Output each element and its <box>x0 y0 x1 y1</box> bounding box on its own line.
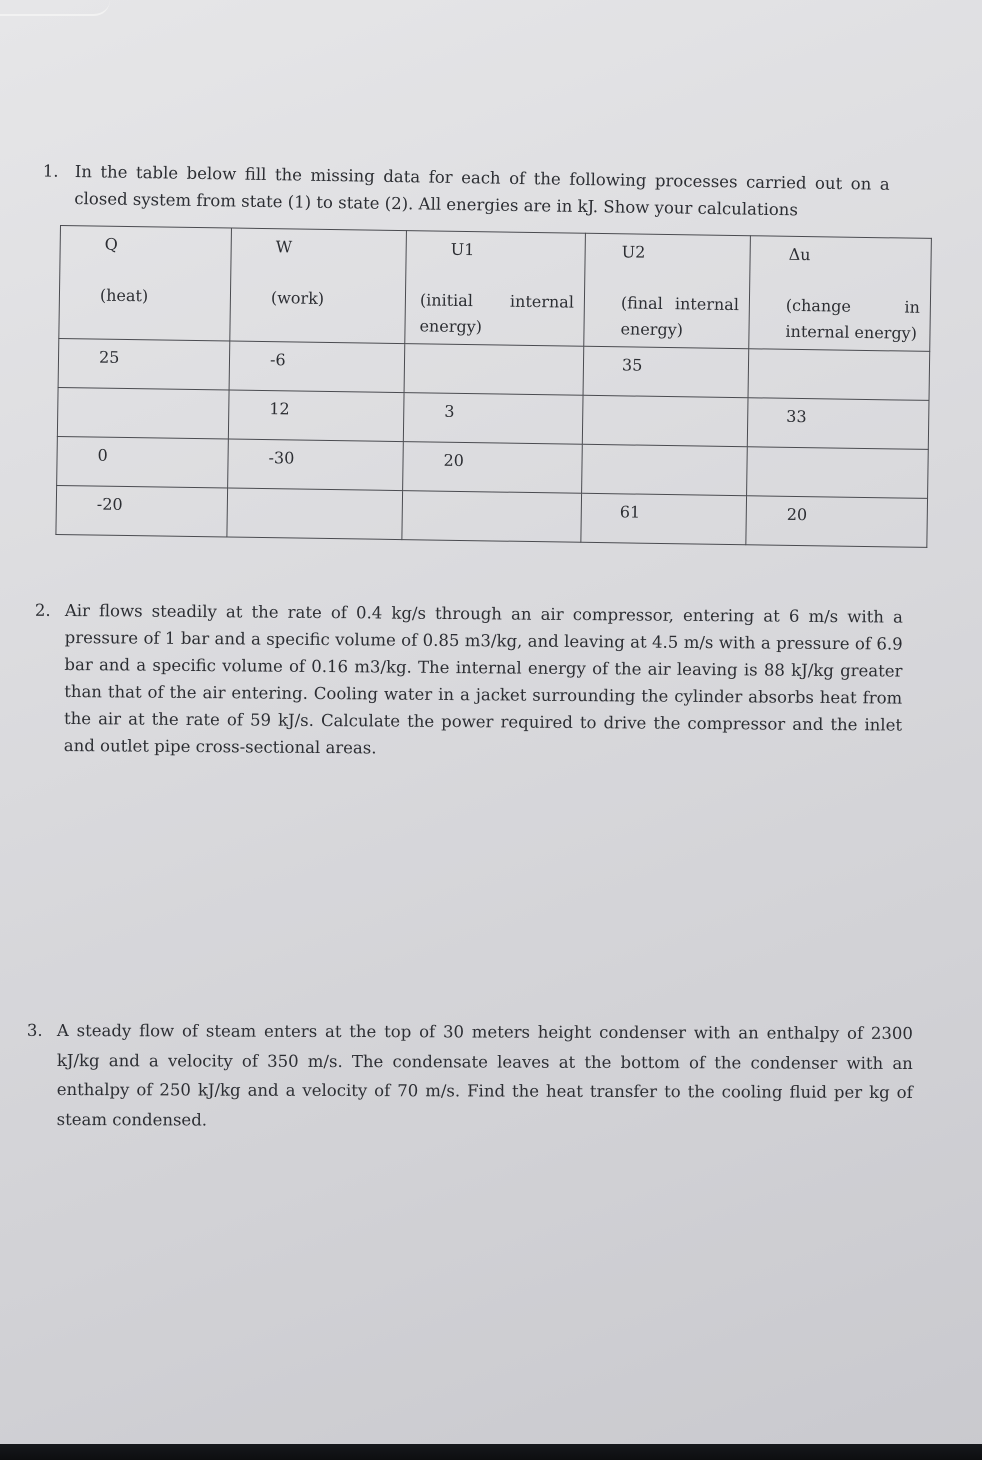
cell-value: 3 <box>444 401 455 421</box>
table-cell <box>747 398 929 450</box>
cell-value: -20 <box>96 494 123 514</box>
table-cell <box>228 439 404 491</box>
cell-value: 35 <box>621 355 643 375</box>
question-2 <box>34 597 903 766</box>
cell-value: 12 <box>269 399 290 419</box>
question-3-text: A steady flow of steam enters at the top of 30 meters height condenser with an enthalpy of 2300 kJ/kg and a velocity of 350 m/s. The condensate leaves at the bottom of the condenser with an enthalpy of 250 kJ/kg and a velocity of 70 m/s. Find the heat transfer to the cooling fluid per kg of steam condensed. <box>56 1021 913 1130</box>
cell-value: 61 <box>619 502 641 522</box>
process-table-wrapper <box>55 225 932 548</box>
table-cell <box>229 341 405 393</box>
header-cell-u2 <box>584 233 751 348</box>
header-symbol: W <box>275 237 293 257</box>
table-cell <box>582 444 748 495</box>
header-cell-w <box>230 228 407 344</box>
table-cell <box>746 496 928 548</box>
question-1 <box>42 158 890 225</box>
question-2-number: 2. <box>34 600 51 620</box>
cell-value: 20 <box>443 450 465 471</box>
cell-value: -30 <box>268 448 295 468</box>
table-cell <box>56 485 228 537</box>
header-symbol: Q <box>104 234 118 254</box>
table-cell <box>402 491 582 543</box>
table-cell <box>57 387 229 439</box>
cell-value: 33 <box>786 406 807 427</box>
cell-value: -6 <box>269 350 286 370</box>
header-cell-du <box>749 236 932 352</box>
table-cell <box>403 393 583 445</box>
table-cell <box>582 395 748 446</box>
table-cell <box>404 344 584 396</box>
table-cell <box>748 349 930 401</box>
question-3-number: 3. <box>26 1020 43 1040</box>
table-cell <box>228 390 404 442</box>
cell-value: 0 <box>97 445 108 465</box>
table-cell <box>581 493 747 544</box>
question-1-number: 1. <box>42 161 59 181</box>
header-desc: (final internal energy) <box>620 293 740 340</box>
header-symbol: Δu <box>788 244 811 265</box>
cell-value: 20 <box>786 504 808 525</box>
table-cell <box>57 436 229 488</box>
cell-value: 25 <box>98 347 120 367</box>
header-desc: (work) <box>270 288 325 308</box>
table-cell <box>747 447 929 499</box>
table-cell <box>403 442 583 494</box>
header-symbol: U1 <box>450 239 475 260</box>
table-cell <box>58 338 230 390</box>
question-3 <box>26 1016 913 1137</box>
header-desc: (change in internal energy) <box>785 295 921 343</box>
header-cell-q <box>59 226 232 342</box>
paper-edge-mark <box>0 0 110 16</box>
header-desc: (initial internal energy) <box>419 290 575 337</box>
question-1-text: In the table below fill the missing data for each of the following processes carried out on a closed system from state (1) to state (2). All energies are in kJ. Show your calculations <box>74 161 890 220</box>
question-2-text: Air flows steadily at the rate of 0.4 kg/s through an air compressor, entering at 6 m/s with a pressure of 1 bar and a specific volume of 0.85 m3/kg, and leaving at 4.5 m/s with a pressure of 6.9 bar and a specific volume of 0.16 m3/kg. The internal energy of the air leaving is 88 kJ/kg greater than that of the air entering. Cooling water in a jacket surrounding the cylinder absorbs heat from the air at the rate of 59 kJ/s. Calculate the power required to drive the compressor and the inlet and outlet pipe cross-sectional areas. <box>63 600 903 758</box>
table-cell <box>583 346 749 397</box>
photo-bottom-edge <box>0 1444 982 1460</box>
header-cell-u1 <box>405 231 586 347</box>
process-table <box>55 225 932 548</box>
table-cell <box>227 488 403 540</box>
header-desc: (heat) <box>99 285 149 306</box>
header-symbol: U2 <box>621 242 646 262</box>
table-header-row <box>59 226 932 352</box>
